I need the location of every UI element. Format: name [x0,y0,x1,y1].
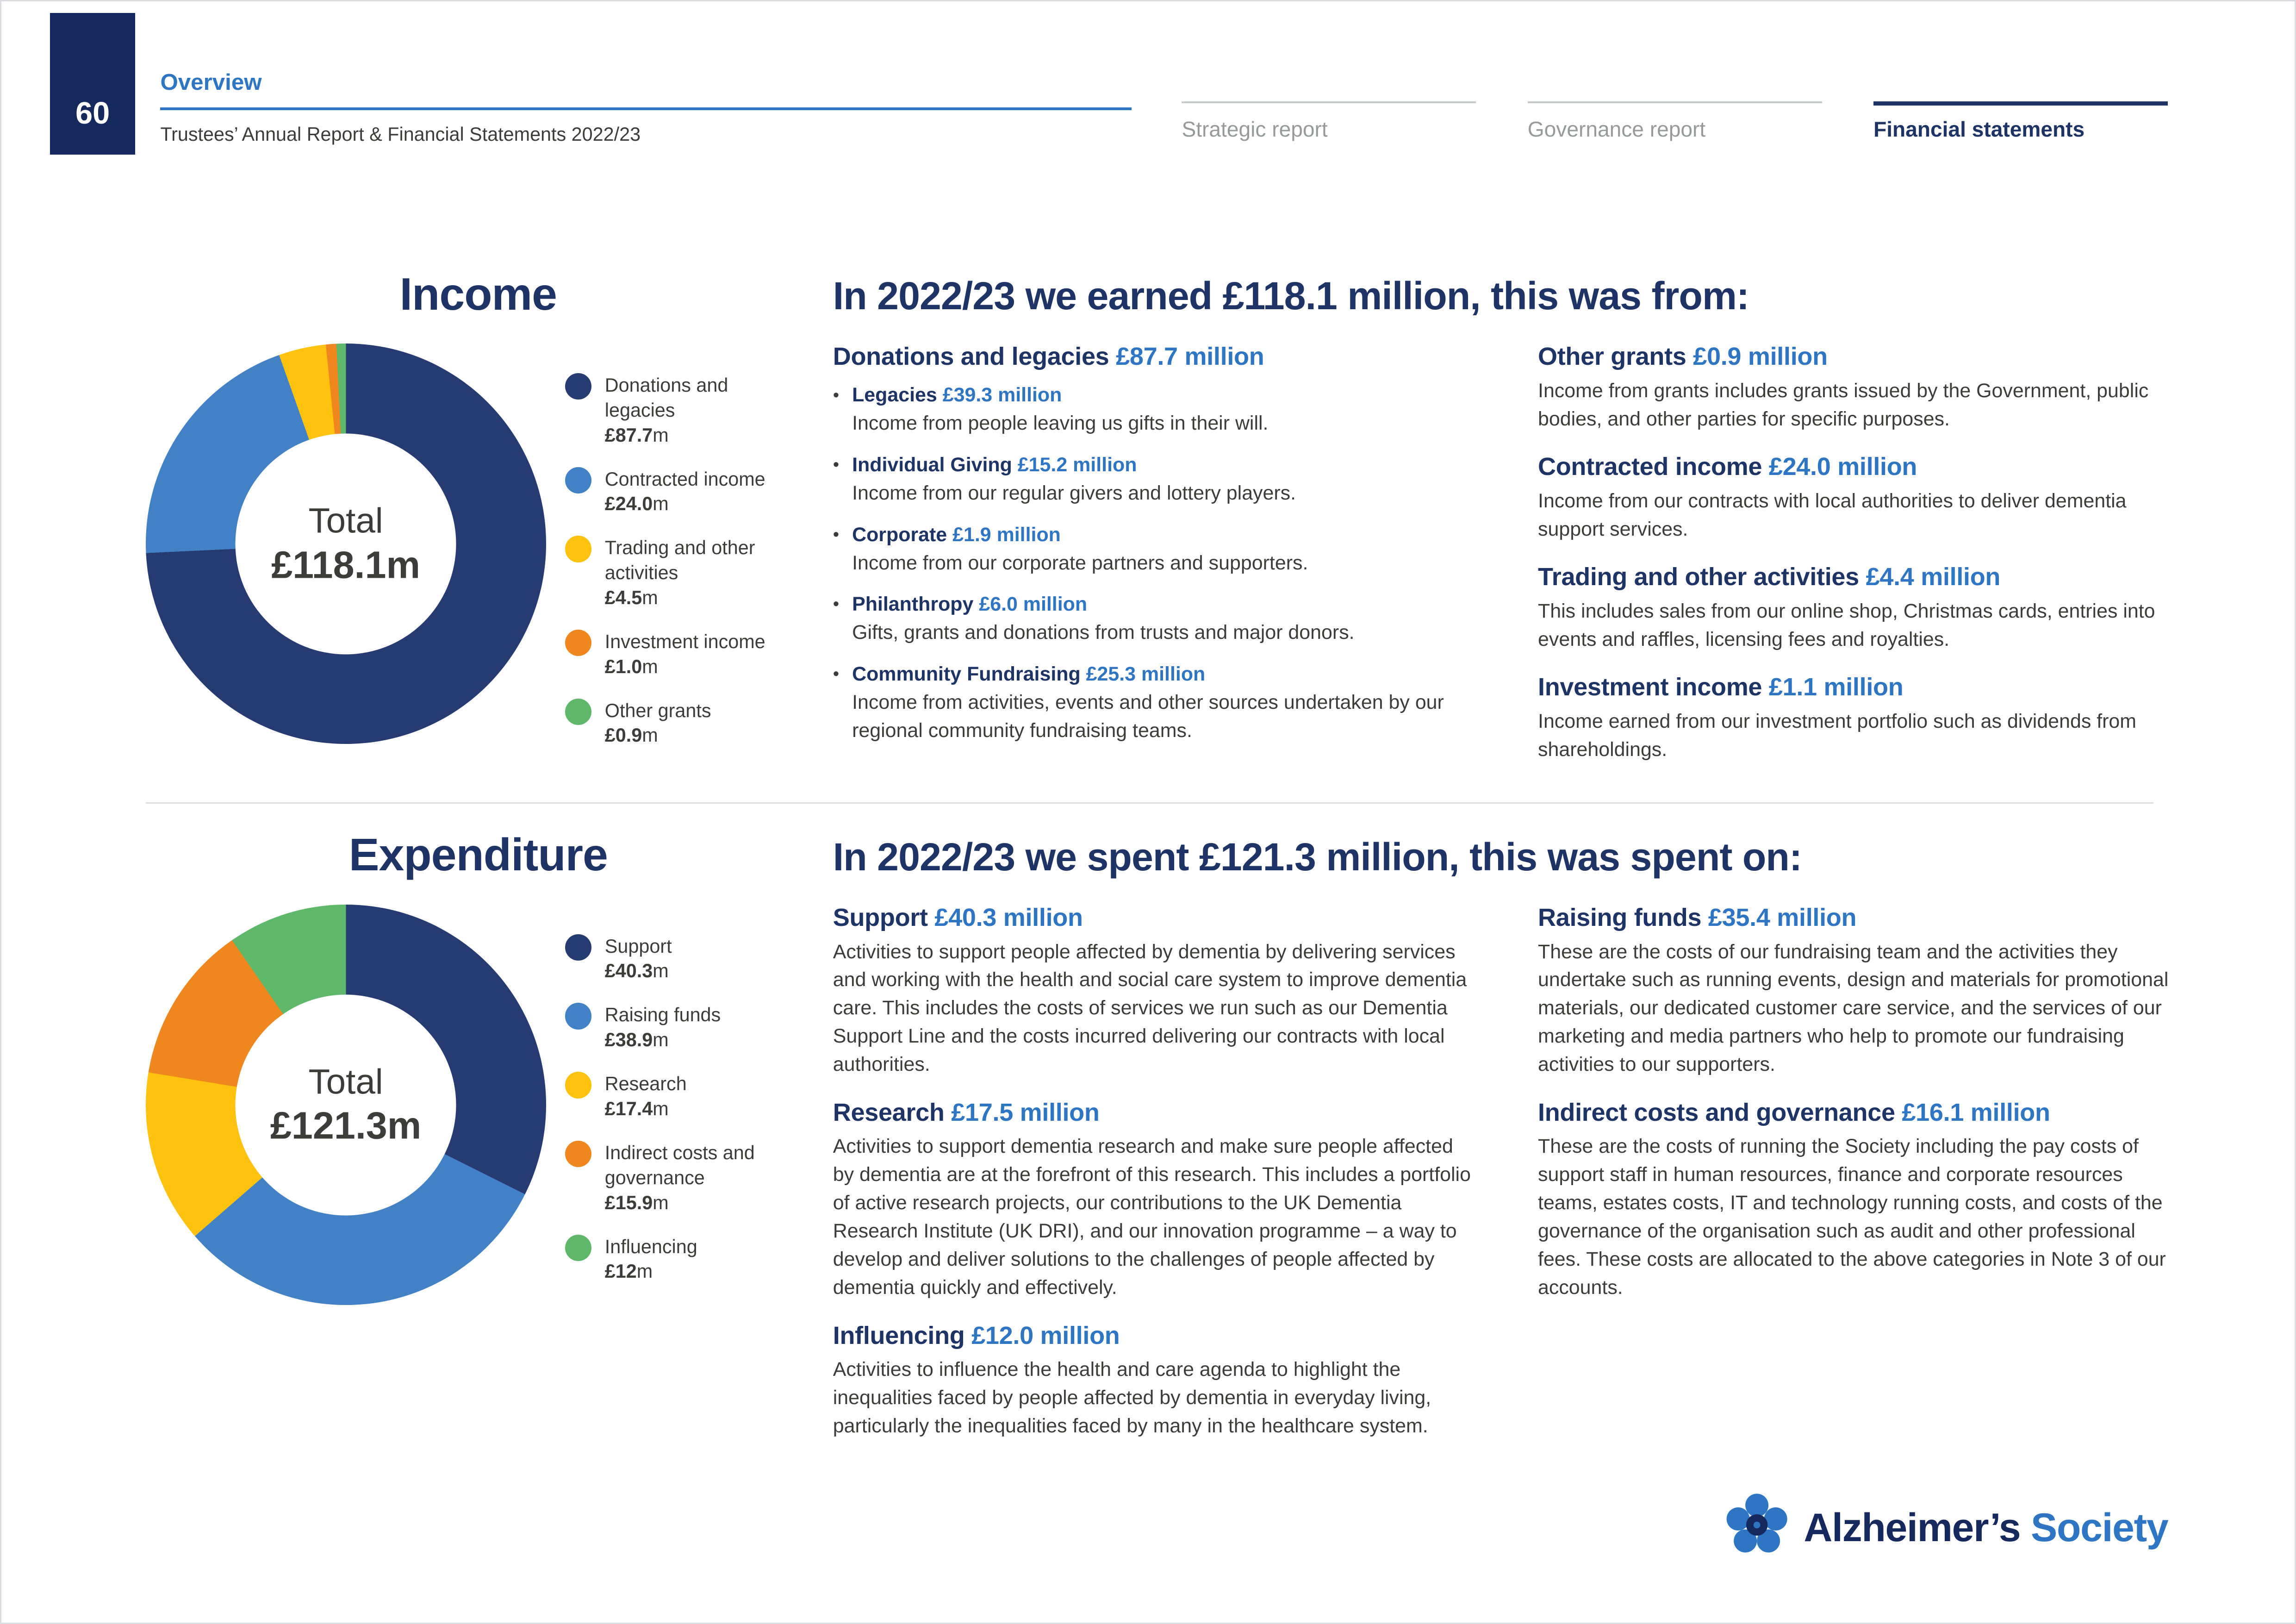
legend-unit: m [653,1029,669,1051]
legend-amount: £40.3 [604,960,653,982]
tab-governance-report[interactable]: Governance report [1528,101,1822,142]
header-rule [160,107,1132,110]
total-label: Total [308,501,383,541]
document-subtitle: Trustees’ Annual Report & Financial Statements 2022/23 [160,123,641,145]
bullet-icon: • [833,663,840,684]
legend-label: Influencing [604,1236,697,1257]
income-breakdown-item: • Philanthropy £6.0 million Gifts, grants and donations from trusts and major donors. [833,590,1476,647]
expenditure-chart-column [146,829,811,1305]
expenditure-legend [565,934,797,1305]
total-amount: £121.3m [270,1104,422,1147]
header [160,69,1132,145]
legend-label: Raising funds [604,1004,721,1026]
expenditure-content-column [833,835,2181,1460]
income-breakdown-item: • Individual Giving £15.2 million Income from our regular givers and lottery players. [833,451,1476,507]
legend-label: Investment income [604,631,765,652]
legend-unit: m [642,587,658,608]
tab-strategic-report[interactable]: Strategic report [1182,101,1476,142]
income-block-trading: Trading and other activities £4.4 million This includes sales from our online shop, Christmas cards, entries into events and raffles, licensing fees and royalties. [1538,563,2155,650]
income-breakdown-item: • Corporate £1.9 million Income from our corporate partners and supporters. [833,521,1476,577]
legend-label: Support [604,935,672,957]
income-title: Income [399,268,557,319]
income-block-contracted-income: Contracted income £24.0 million Income from our contracts with local authorities to deliver dementia support services. [1538,453,2127,540]
legend-amount: £87.7 [604,424,653,446]
alzheimers-society-logo: Alzheimer’s Society [1723,1491,2168,1564]
legend-unit: m [653,493,669,515]
bullet-icon: • [833,385,840,405]
income-breakdown-item: • Legacies £39.3 million Income from people leaving us gifts in their will. [833,381,1476,437]
legend-unit: m [642,725,658,746]
legend-unit: m [642,656,658,677]
brand-name-alzheimers: Alzheimer’s [1804,1505,2021,1550]
page-number: 60 [75,96,110,131]
legend-amount: £24.0 [604,493,653,515]
expenditure-donut-total [236,994,456,1215]
income-donut-total [236,433,456,654]
legend-label: Research [604,1073,687,1095]
legend-unit: m [653,424,669,446]
legend-item [565,467,797,517]
legend-swatch-raising-funds [565,1003,591,1029]
legend-unit: m [636,1261,653,1282]
total-amount: £118.1m [271,543,421,587]
expenditure-heading: In 2022/23 we spent £121.3 million, this was spent on: [833,835,1802,879]
legend-item [565,373,797,448]
legend-item [565,536,797,610]
income-donut-chart [146,344,546,744]
brand-name-society [2020,1505,2031,1550]
legend-unit: m [653,1098,669,1119]
income-block-investment-income: Investment income £1.1 million Income earned from our investment portfolio such as dividends from shareholdings. [1538,673,2137,761]
legend-label: Trading and other activities [604,537,755,584]
legend-item [565,1003,797,1052]
legend-label: Donations and legacies [604,375,728,421]
legend-label: Other grants [604,700,711,721]
income-heading: In 2022/23 we earned £118.1 million, this was from: [833,274,1749,318]
expenditure-column-1 [833,903,1476,1460]
expenditure-block-support: Support £40.3 million Activities to support people affected by dementia by delivering services and working with the health and social care system to improve dementia care. This includes the costs of services we run such as our Dementia Support Line and the costs incurred delivering our contracts with local authorities. [833,903,1467,1076]
forget-me-not-flower-icon [1723,1491,1791,1564]
income-legend [565,373,797,767]
income-block-other-grants: Other grants £0.9 million Income from grants includes grants issued by the Government, public bodies, and other parties for specific purposes. [1538,343,2149,430]
legend-swatch-influencing [565,1235,591,1261]
legend-swatch-contracted [565,467,591,493]
legend-amount: £17.4 [604,1098,653,1119]
donations-legacies-heading: Donations and legacies £87.7 million [833,343,1264,371]
tab-financial-statements[interactable]: Financial statements [1873,101,2168,142]
page-number-box [50,13,135,154]
legend-label: Indirect costs and governance [604,1142,755,1188]
legend-swatch-donations [565,373,591,400]
legend-amount: £12 [604,1261,637,1282]
legend-unit: m [653,1192,669,1213]
expenditure-block-raising-funds: Raising funds £35.4 million These are the costs of our fundraising team and the activities they undertake such as running events, design and materials for promotional materials, our dedicated customer care service, and the services of our marketing and media partners who help to promote our fundraising activities to our supporters. [1538,903,2169,1076]
expenditure-block-influencing: Influencing £12.0 million Activities to influence the health and care agenda to highlight the inequalities faced by people affected by dementia in everyday living, particularly the inequalities faced by many in the healthcare system. [833,1321,1431,1437]
legend-swatch-trading [565,536,591,562]
legend-swatch-support [565,934,591,961]
expenditure-column-2 [1538,903,2181,1460]
legend-item [565,934,797,984]
report-section-nav [1182,101,2168,142]
legend-item [565,630,797,679]
income-chart-column [146,268,811,768]
total-label: Total [308,1062,383,1102]
expenditure-block-research: Research £17.5 million Activities to support dementia research and make sure people affected by dementia are at the forefront of this research. This includes a portfolio of active research projects, our contributions to the UK Dementia Research Institute (UK DRI), and our innovation programme – a way to develop and deliver solutions to the challenges of people affected by dementia quickly and effectively. [833,1098,1471,1299]
income-column-1 [833,342,1476,783]
section-divider [146,802,2153,804]
expenditure-title: Expenditure [348,829,608,881]
legend-swatch-research [565,1072,591,1098]
legend-item [565,699,797,748]
legend-amount: £15.9 [604,1192,653,1213]
legend-amount: £0.9 [604,725,642,746]
legend-swatch-investment [565,630,591,656]
bullet-icon: • [833,455,840,475]
expenditure-donut-chart [146,905,546,1305]
legend-amount: £1.0 [604,656,642,677]
legend-label: Contracted income [604,468,765,490]
legend-item [565,1141,797,1215]
bullet-icon: • [833,524,840,544]
legend-item [565,1072,797,1121]
legend-amount: £4.5 [604,587,642,608]
income-content-column [833,274,2181,783]
income-breakdown-item: • Community Fundraising £25.3 million Income from activities, events and other sources undertaken by our regional community fundraising teams. [833,660,1476,745]
legend-unit: m [653,960,669,982]
section-label: Overview [160,69,262,95]
legend-amount: £38.9 [604,1029,653,1051]
income-column-2 [1538,342,2181,783]
legend-swatch-indirect-costs [565,1141,591,1167]
legend-swatch-other-grants [565,699,591,725]
bullet-icon: • [833,594,840,614]
legend-item [565,1235,797,1284]
expenditure-block-indirect-costs: Indirect costs and governance £16.1 million These are the costs of running the Society including the pay costs of support staff in human resources, finance and corporate resources teams, estates costs, IT and technology running costs, and costs of the governance of the organisation such as audit and other professional fees. These costs are allocated to the above categories in Note 3 of our accounts. [1538,1098,2166,1299]
